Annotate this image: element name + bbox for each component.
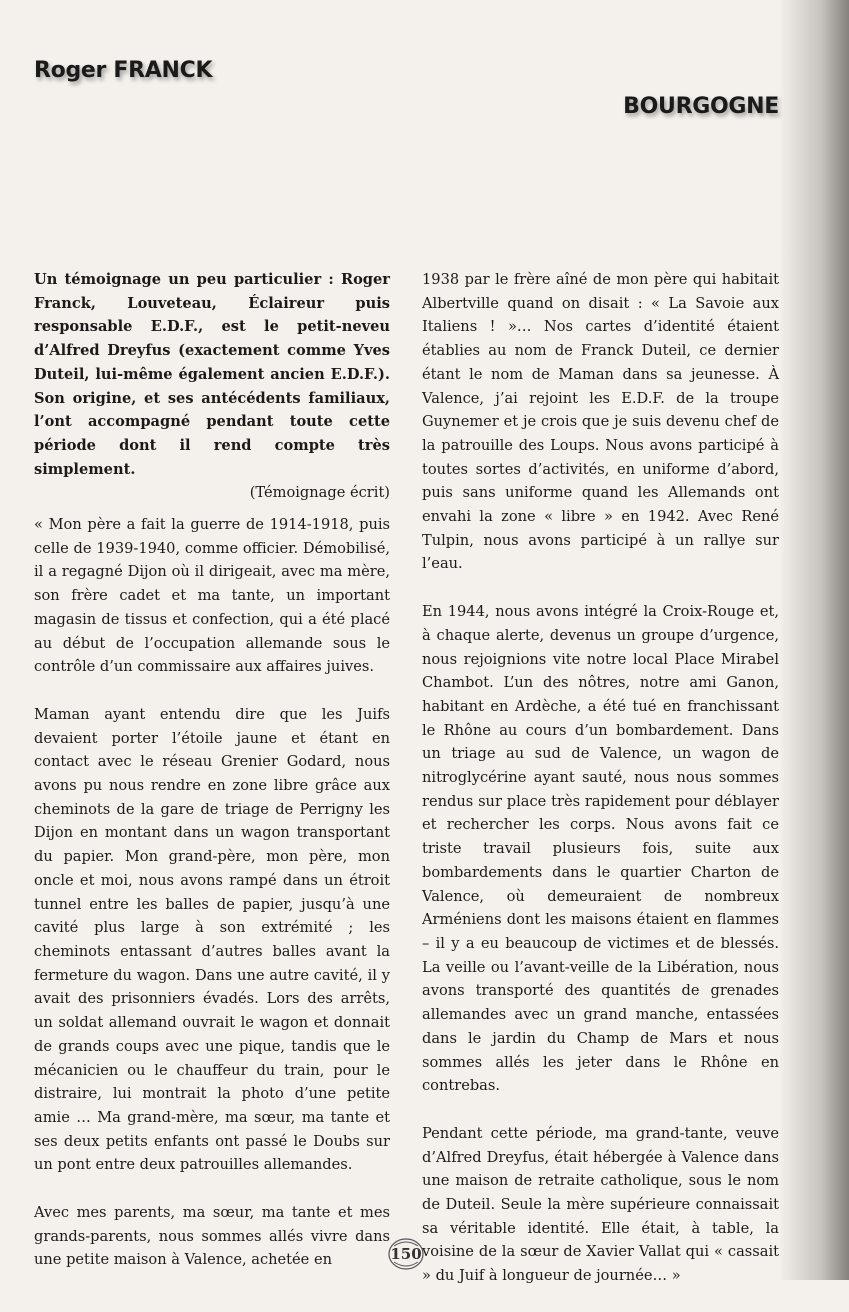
body-paragraph: Pendant cette période, ma grand-tante, veuve d’Alfred Dreyfus, était hébergée à Valence dans une maison de retraite catholique, sous le nom de Duteil. Seule la mère supérieure connaissait sa véritable identité. Elle était, à table, la voisine de la sœur de Xavier Vallat qui « cassait » du Juif à longueur de journée… »	[422, 1124, 779, 1285]
intro-paragraph: Un témoignage un peu particulier : Roger Franck, Louveteau, Éclaireur puis responsable E.D.F., est le petit-neveu d’Alfred Dreyfus (exactement comme Yves Duteil, lui-même également ancien E.D.F.). Son origine, et ses antécédents familiaux, l’ont accompagné pendant toute cette période dont il rend compte très simplement.	[34, 271, 390, 478]
page-number	[386, 1236, 426, 1272]
body-paragraph: Avec mes parents, ma sœur, ma tante et mes grands-parents, nous sommes allés vivre dans une petite maison à Valence, achetée en	[34, 1204, 390, 1269]
body-paragraph: Maman ayant entendu dire que les Juifs devaient porter l’étoile jaune et étant en contact avec le réseau Grenier Godard, nous avons pu nous rendre en zone libre grâce aux cheminots de la gare de triage de Perrigny les Dijon en montant dans un wagon transportant du papier. Mon grand-père, mon père, mon oncle et moi, nous avons rampé dans un étroit tunnel entre les balles de papier, jusqu’à une cavité plus large à son extrémité ; les cheminots entassant d’autres balles avant la fermeture du wagon. Dans une autre cavité, il y avait des prisonniers évadés. Lors des arrêts, un soldat allemand ouvrait le wagon et donnait de grands coups avec une pique, tandis que le mécanicien ou le chauffeur du train, pour le distraire, lui montrait la photo d’une petite amie … Ma grand-mère, ma sœur, ma tante et ses deux petits enfants ont passé le Doubs sur un pont entre deux patrouilles allemandes.	[34, 705, 390, 1174]
left-column	[34, 268, 390, 1296]
region-header: BOURGOGNE	[623, 94, 779, 119]
source-note: (Témoignage écrit)	[249, 484, 390, 502]
author-header: Roger FRANCK	[34, 58, 213, 83]
body-paragraph: En 1944, nous avons intégré la Croix-Rouge et, à chaque alerte, devenus un groupe d’urgence, nous rejoignions vite notre local Place Mirabel Chambot. L’un des nôtres, notre ami Ganon, habitant en Ardèche, a été tué en franchissant le Rhône au cours d’un bombardement. Dans un triage au sud de Valence, un wagon de nitroglycérine ayant sauté, nous nous sommes rendus sur place très rapidement pour déblayer et rechercher les corps. Nous avons fait ce triste travail plusieurs fois, suite aux bombardements dans le quartier Charton de Valence, où demeuraient de nombreux Arméniens dont les maisons étaient en flammes – il y a eu beaucoup de victimes et de blessés. La veille ou l’avant-veille de la Libération, nous avons transporté des quantités de grenades allemandes avec un grand manche, entassées dans le jardin du Champ de Mars et nous sommes allés les jeter dans le Rhône en contrebas.	[422, 603, 779, 1095]
body-paragraph: 1938 par le frère aîné de mon père qui habitait Albertville quand on disait : « La Savoie aux Italiens ! »… Nos cartes d’identité étaient établies au nom de Franck Duteil, ce dernier étant le nom de Maman dans sa jeunesse. À Valence, j’ai rejoint les E.D.F. de la troupe Guynemer et je crois que je suis devenu chef de la patrouille des Loups. Nous avons participé à toutes sortes d’activités, en uniforme d’abord, puis sans uniforme quand les Allemands ont envahi la zone « libre » en 1942. Avec René Tulpin, nous avons participé à un rallye sur l’eau.	[422, 271, 779, 573]
body-paragraph: « Mon père a fait la guerre de 1914-1918, puis celle de 1939-1940, comme officier. Démobilisé, il a regagné Dijon où il dirigeait, avec ma mère, son frère cadet et ma tante, un important magasin de tissus et confection, qui a été placé au début de l’occupation allemande sous le contrôle d’un commissaire aux affaires juives.	[34, 516, 390, 676]
right-column	[422, 268, 779, 1312]
page-edge-shadow	[779, 0, 849, 1280]
page-number-text: 150	[390, 1245, 422, 1263]
